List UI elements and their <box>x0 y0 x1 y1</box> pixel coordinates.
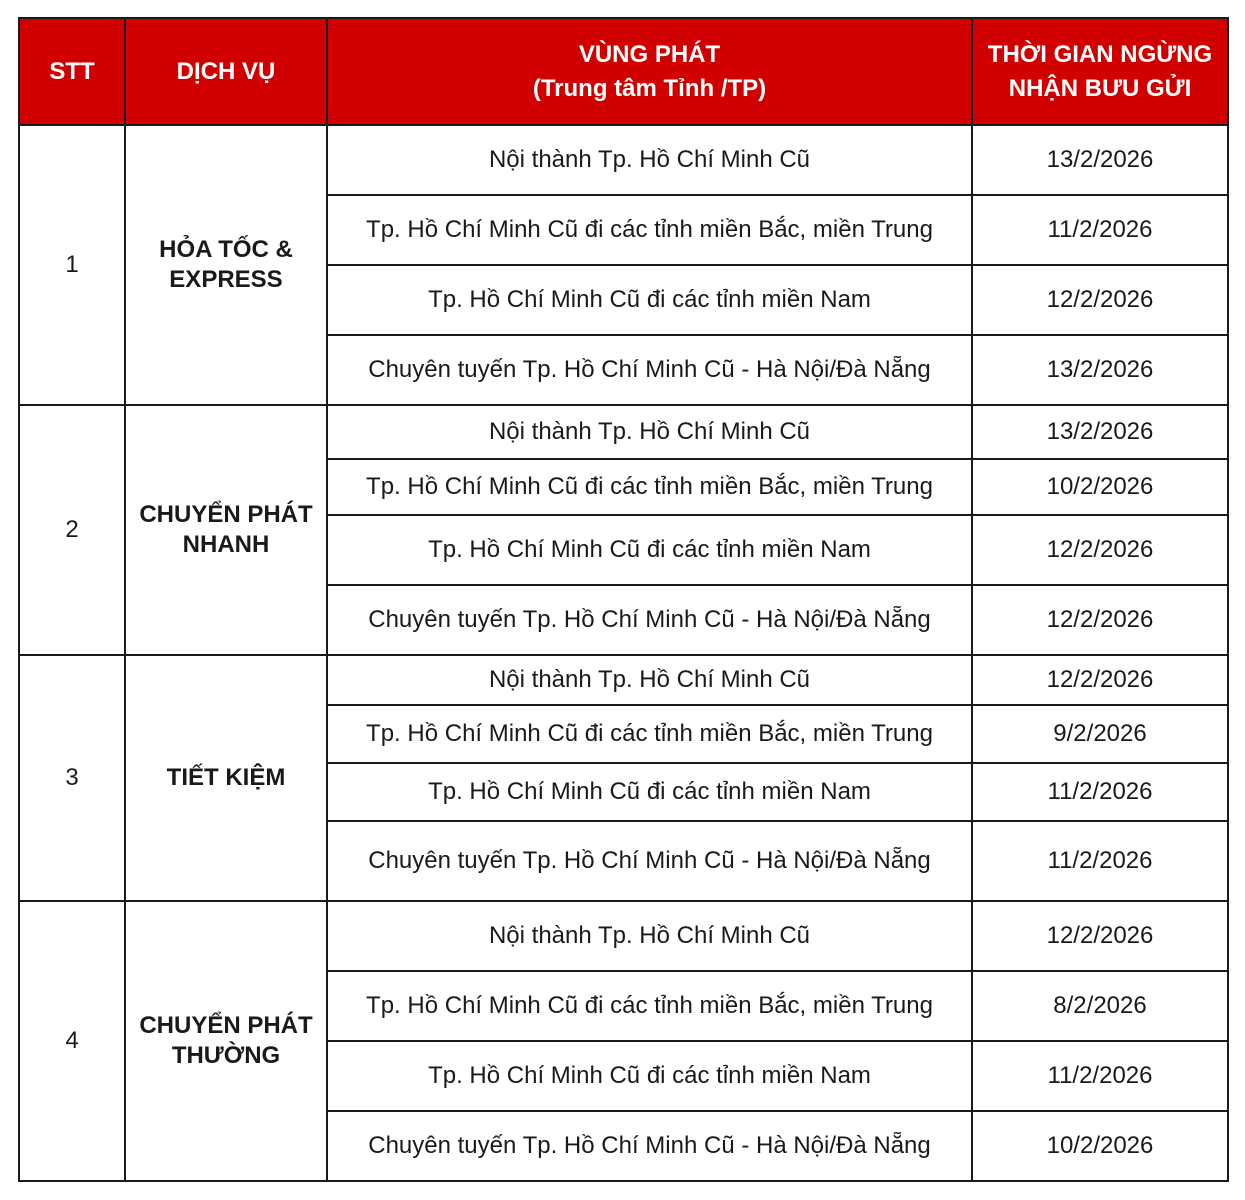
header-service: DỊCH VỤ <box>125 18 327 125</box>
stop-date-cell: 13/2/2026 <box>972 405 1228 459</box>
zone-cell: Tp. Hồ Chí Minh Cũ đi các tỉnh miền Bắc, miền Trung <box>327 971 972 1041</box>
table-body <box>19 125 1228 1181</box>
table-header-row <box>19 18 1228 125</box>
zone-cell: Tp. Hồ Chí Minh Cũ đi các tỉnh miền Bắc, miền Trung <box>327 459 972 515</box>
stop-date-cell: 11/2/2026 <box>972 1041 1228 1111</box>
table-row <box>19 405 1228 459</box>
service-name-line1: TIẾT KIỆM <box>166 764 286 791</box>
service-cell <box>125 655 327 901</box>
stop-date-cell: 12/2/2026 <box>972 655 1228 705</box>
zone-cell: Chuyên tuyến Tp. Hồ Chí Minh Cũ - Hà Nội/Đà Nẵng <box>327 821 972 901</box>
zone-cell: Nội thành Tp. Hồ Chí Minh Cũ <box>327 655 972 705</box>
service-name-line1: CHUYỂN PHÁT <box>139 501 313 528</box>
stop-date-cell: 13/2/2026 <box>972 335 1228 405</box>
header-zone <box>327 18 972 125</box>
stop-date-cell: 12/2/2026 <box>972 515 1228 585</box>
stop-date-cell: 8/2/2026 <box>972 971 1228 1041</box>
zone-cell: Tp. Hồ Chí Minh Cũ đi các tỉnh miền Bắc, miền Trung <box>327 195 972 265</box>
zone-cell: Chuyên tuyến Tp. Hồ Chí Minh Cũ - Hà Nội/Đà Nẵng <box>327 1111 972 1181</box>
service-name-line1: HỎA TỐC & <box>159 236 293 263</box>
stop-date-cell: 12/2/2026 <box>972 585 1228 655</box>
zone-cell: Nội thành Tp. Hồ Chí Minh Cũ <box>327 125 972 195</box>
header-stop-time <box>972 18 1228 125</box>
stop-date-cell: 12/2/2026 <box>972 901 1228 971</box>
service-name-line1: CHUYỂN PHÁT <box>139 1012 313 1039</box>
stop-date-cell: 11/2/2026 <box>972 821 1228 901</box>
service-schedule-table <box>18 17 1229 1182</box>
header-zone-line2: (Trung tâm Tỉnh /TP) <box>532 74 767 102</box>
header-zone-line1: VÙNG PHÁT <box>578 40 721 68</box>
stop-date-cell: 11/2/2026 <box>972 763 1228 821</box>
zone-cell: Tp. Hồ Chí Minh Cũ đi các tỉnh miền Nam <box>327 515 972 585</box>
stop-date-cell: 10/2/2026 <box>972 1111 1228 1181</box>
stt-cell: 3 <box>19 655 125 901</box>
zone-cell: Tp. Hồ Chí Minh Cũ đi các tỉnh miền Nam <box>327 763 972 821</box>
table-row <box>19 901 1228 971</box>
service-name-line2: EXPRESS <box>169 266 283 293</box>
table-row <box>19 655 1228 705</box>
service-cell <box>125 405 327 655</box>
service-cell <box>125 125 327 405</box>
stt-cell: 2 <box>19 405 125 655</box>
stt-cell: 4 <box>19 901 125 1181</box>
service-cell <box>125 901 327 1181</box>
table-row <box>19 125 1228 195</box>
header-stt: STT <box>19 18 125 125</box>
header-stop-line1: THỜI GIAN NGỪNG <box>987 40 1213 68</box>
stop-date-cell: 12/2/2026 <box>972 265 1228 335</box>
stop-date-cell: 11/2/2026 <box>972 195 1228 265</box>
service-name-line2: NHANH <box>182 531 270 558</box>
stop-date-cell: 10/2/2026 <box>972 459 1228 515</box>
stop-date-cell: 9/2/2026 <box>972 705 1228 763</box>
zone-cell: Tp. Hồ Chí Minh Cũ đi các tỉnh miền Nam <box>327 1041 972 1111</box>
zone-cell: Nội thành Tp. Hồ Chí Minh Cũ <box>327 901 972 971</box>
stt-cell: 1 <box>19 125 125 405</box>
zone-cell: Nội thành Tp. Hồ Chí Minh Cũ <box>327 405 972 459</box>
zone-cell: Tp. Hồ Chí Minh Cũ đi các tỉnh miền Bắc, miền Trung <box>327 705 972 763</box>
zone-cell: Chuyên tuyến Tp. Hồ Chí Minh Cũ - Hà Nội/Đà Nẵng <box>327 585 972 655</box>
stop-date-cell: 13/2/2026 <box>972 125 1228 195</box>
service-name-line2: THƯỜNG <box>171 1042 281 1069</box>
zone-cell: Tp. Hồ Chí Minh Cũ đi các tỉnh miền Nam <box>327 265 972 335</box>
header-stop-line2: NHẬN BƯU GỬI <box>1008 74 1192 102</box>
zone-cell: Chuyên tuyến Tp. Hồ Chí Minh Cũ - Hà Nội/Đà Nẵng <box>327 335 972 405</box>
